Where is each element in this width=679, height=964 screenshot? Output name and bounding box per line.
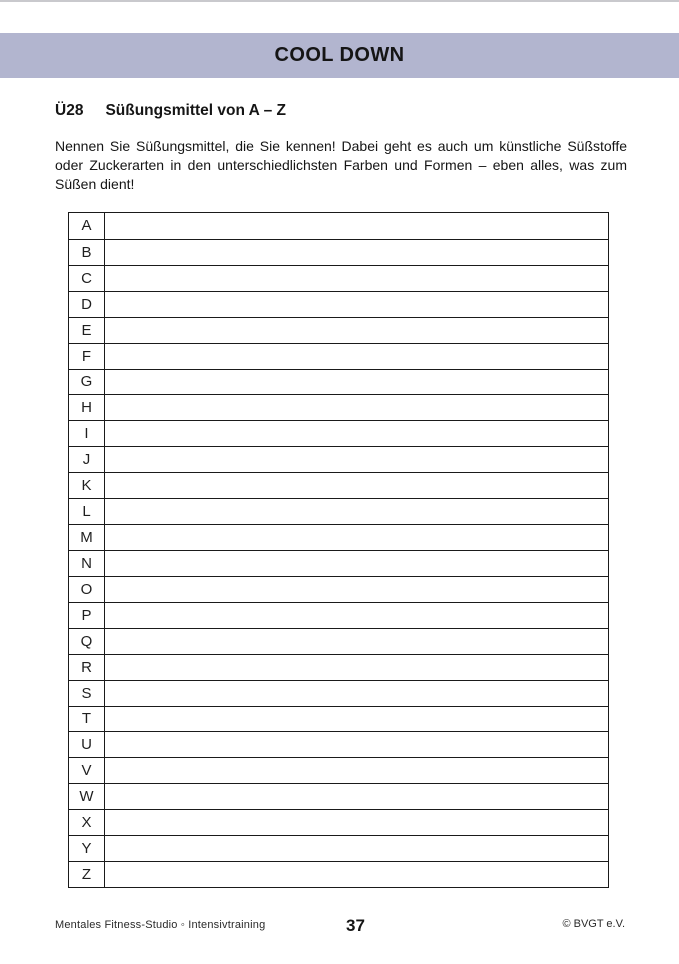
entry-cell: [105, 629, 608, 654]
entry-cell: [105, 473, 608, 498]
entry-cell: [105, 525, 608, 550]
letter-cell: X: [69, 810, 105, 835]
entry-cell: [105, 681, 608, 706]
exercise-number: Ü28: [55, 102, 84, 119]
letter-cell: M: [69, 525, 105, 550]
letter-cell: R: [69, 655, 105, 680]
letter-cell: U: [69, 732, 105, 757]
entry-cell: [105, 758, 608, 783]
entry-cell: [105, 784, 608, 809]
table-row: [69, 446, 608, 472]
table-row: [69, 576, 608, 602]
letter-cell: Q: [69, 629, 105, 654]
entry-cell: [105, 810, 608, 835]
table-row: [69, 420, 608, 446]
az-table: [68, 212, 609, 888]
letter-cell: H: [69, 395, 105, 420]
table-row: [69, 628, 608, 654]
letter-cell: E: [69, 318, 105, 343]
entry-cell: [105, 655, 608, 680]
header-title: COOL DOWN: [274, 44, 405, 66]
letter-cell: A: [69, 213, 105, 239]
table-row: [69, 317, 608, 343]
table-row: [69, 654, 608, 680]
entry-cell: [105, 707, 608, 732]
entry-cell: [105, 213, 608, 239]
letter-cell: B: [69, 240, 105, 265]
table-row: [69, 343, 608, 369]
letter-cell: D: [69, 292, 105, 317]
letter-cell: G: [69, 370, 105, 395]
letter-cell: Y: [69, 836, 105, 861]
entry-cell: [105, 421, 608, 446]
header-bar: [0, 33, 679, 78]
table-row: [69, 394, 608, 420]
entry-cell: [105, 551, 608, 576]
exercise-title: Süßungsmittel von A – Z: [105, 102, 286, 119]
table-row: [69, 498, 608, 524]
entry-cell: [105, 862, 608, 887]
table-row: [69, 550, 608, 576]
entry-cell: [105, 370, 608, 395]
entry-cell: [105, 266, 608, 291]
letter-cell: V: [69, 758, 105, 783]
table-row: [69, 757, 608, 783]
entry-cell: [105, 318, 608, 343]
letter-cell: I: [69, 421, 105, 446]
letter-cell: Z: [69, 862, 105, 887]
table-row: [69, 861, 608, 887]
table-row: [69, 524, 608, 550]
footer-copyright: © BVGT e.V.: [562, 918, 625, 930]
entry-cell: [105, 732, 608, 757]
entry-cell: [105, 240, 608, 265]
table-row: [69, 809, 608, 835]
table-row: [69, 680, 608, 706]
letter-cell: W: [69, 784, 105, 809]
entry-cell: [105, 499, 608, 524]
entry-cell: [105, 292, 608, 317]
instruction-line: Nennen Sie Süßungsmittel, die Sie kennen! Dabei geht es auch um künstliche Süßstoffe: [55, 138, 627, 154]
instruction-line: Süßen dient!: [55, 176, 135, 192]
letter-cell: T: [69, 707, 105, 732]
letter-cell: O: [69, 577, 105, 602]
top-divider-rule: [0, 0, 679, 2]
table-row: [69, 602, 608, 628]
letter-cell: S: [69, 681, 105, 706]
footer-publication-label: Mentales Fitness-Studio ◦ Intensivtraining: [55, 919, 266, 931]
entry-cell: [105, 577, 608, 602]
instructions-paragraph: [55, 137, 627, 194]
table-row: [69, 213, 608, 239]
table-row: [69, 265, 608, 291]
table-row: [69, 239, 608, 265]
instruction-line: oder Zuckerarten in den unterschiedlichsten Farben und Formen – eben alles, was zum: [55, 157, 627, 173]
table-row: [69, 706, 608, 732]
table-row: [69, 369, 608, 395]
letter-cell: L: [69, 499, 105, 524]
entry-cell: [105, 395, 608, 420]
entry-cell: [105, 447, 608, 472]
table-row: [69, 291, 608, 317]
entry-cell: [105, 836, 608, 861]
entry-cell: [105, 603, 608, 628]
letter-cell: K: [69, 473, 105, 498]
letter-cell: N: [69, 551, 105, 576]
table-row: [69, 783, 608, 809]
letter-cell: J: [69, 447, 105, 472]
table-row: [69, 472, 608, 498]
table-row: [69, 731, 608, 757]
letter-cell: P: [69, 603, 105, 628]
letter-cell: F: [69, 344, 105, 369]
entry-cell: [105, 344, 608, 369]
table-row: [69, 835, 608, 861]
letter-cell: C: [69, 266, 105, 291]
page-number: 37: [346, 916, 365, 935]
exercise-heading: [55, 102, 286, 120]
